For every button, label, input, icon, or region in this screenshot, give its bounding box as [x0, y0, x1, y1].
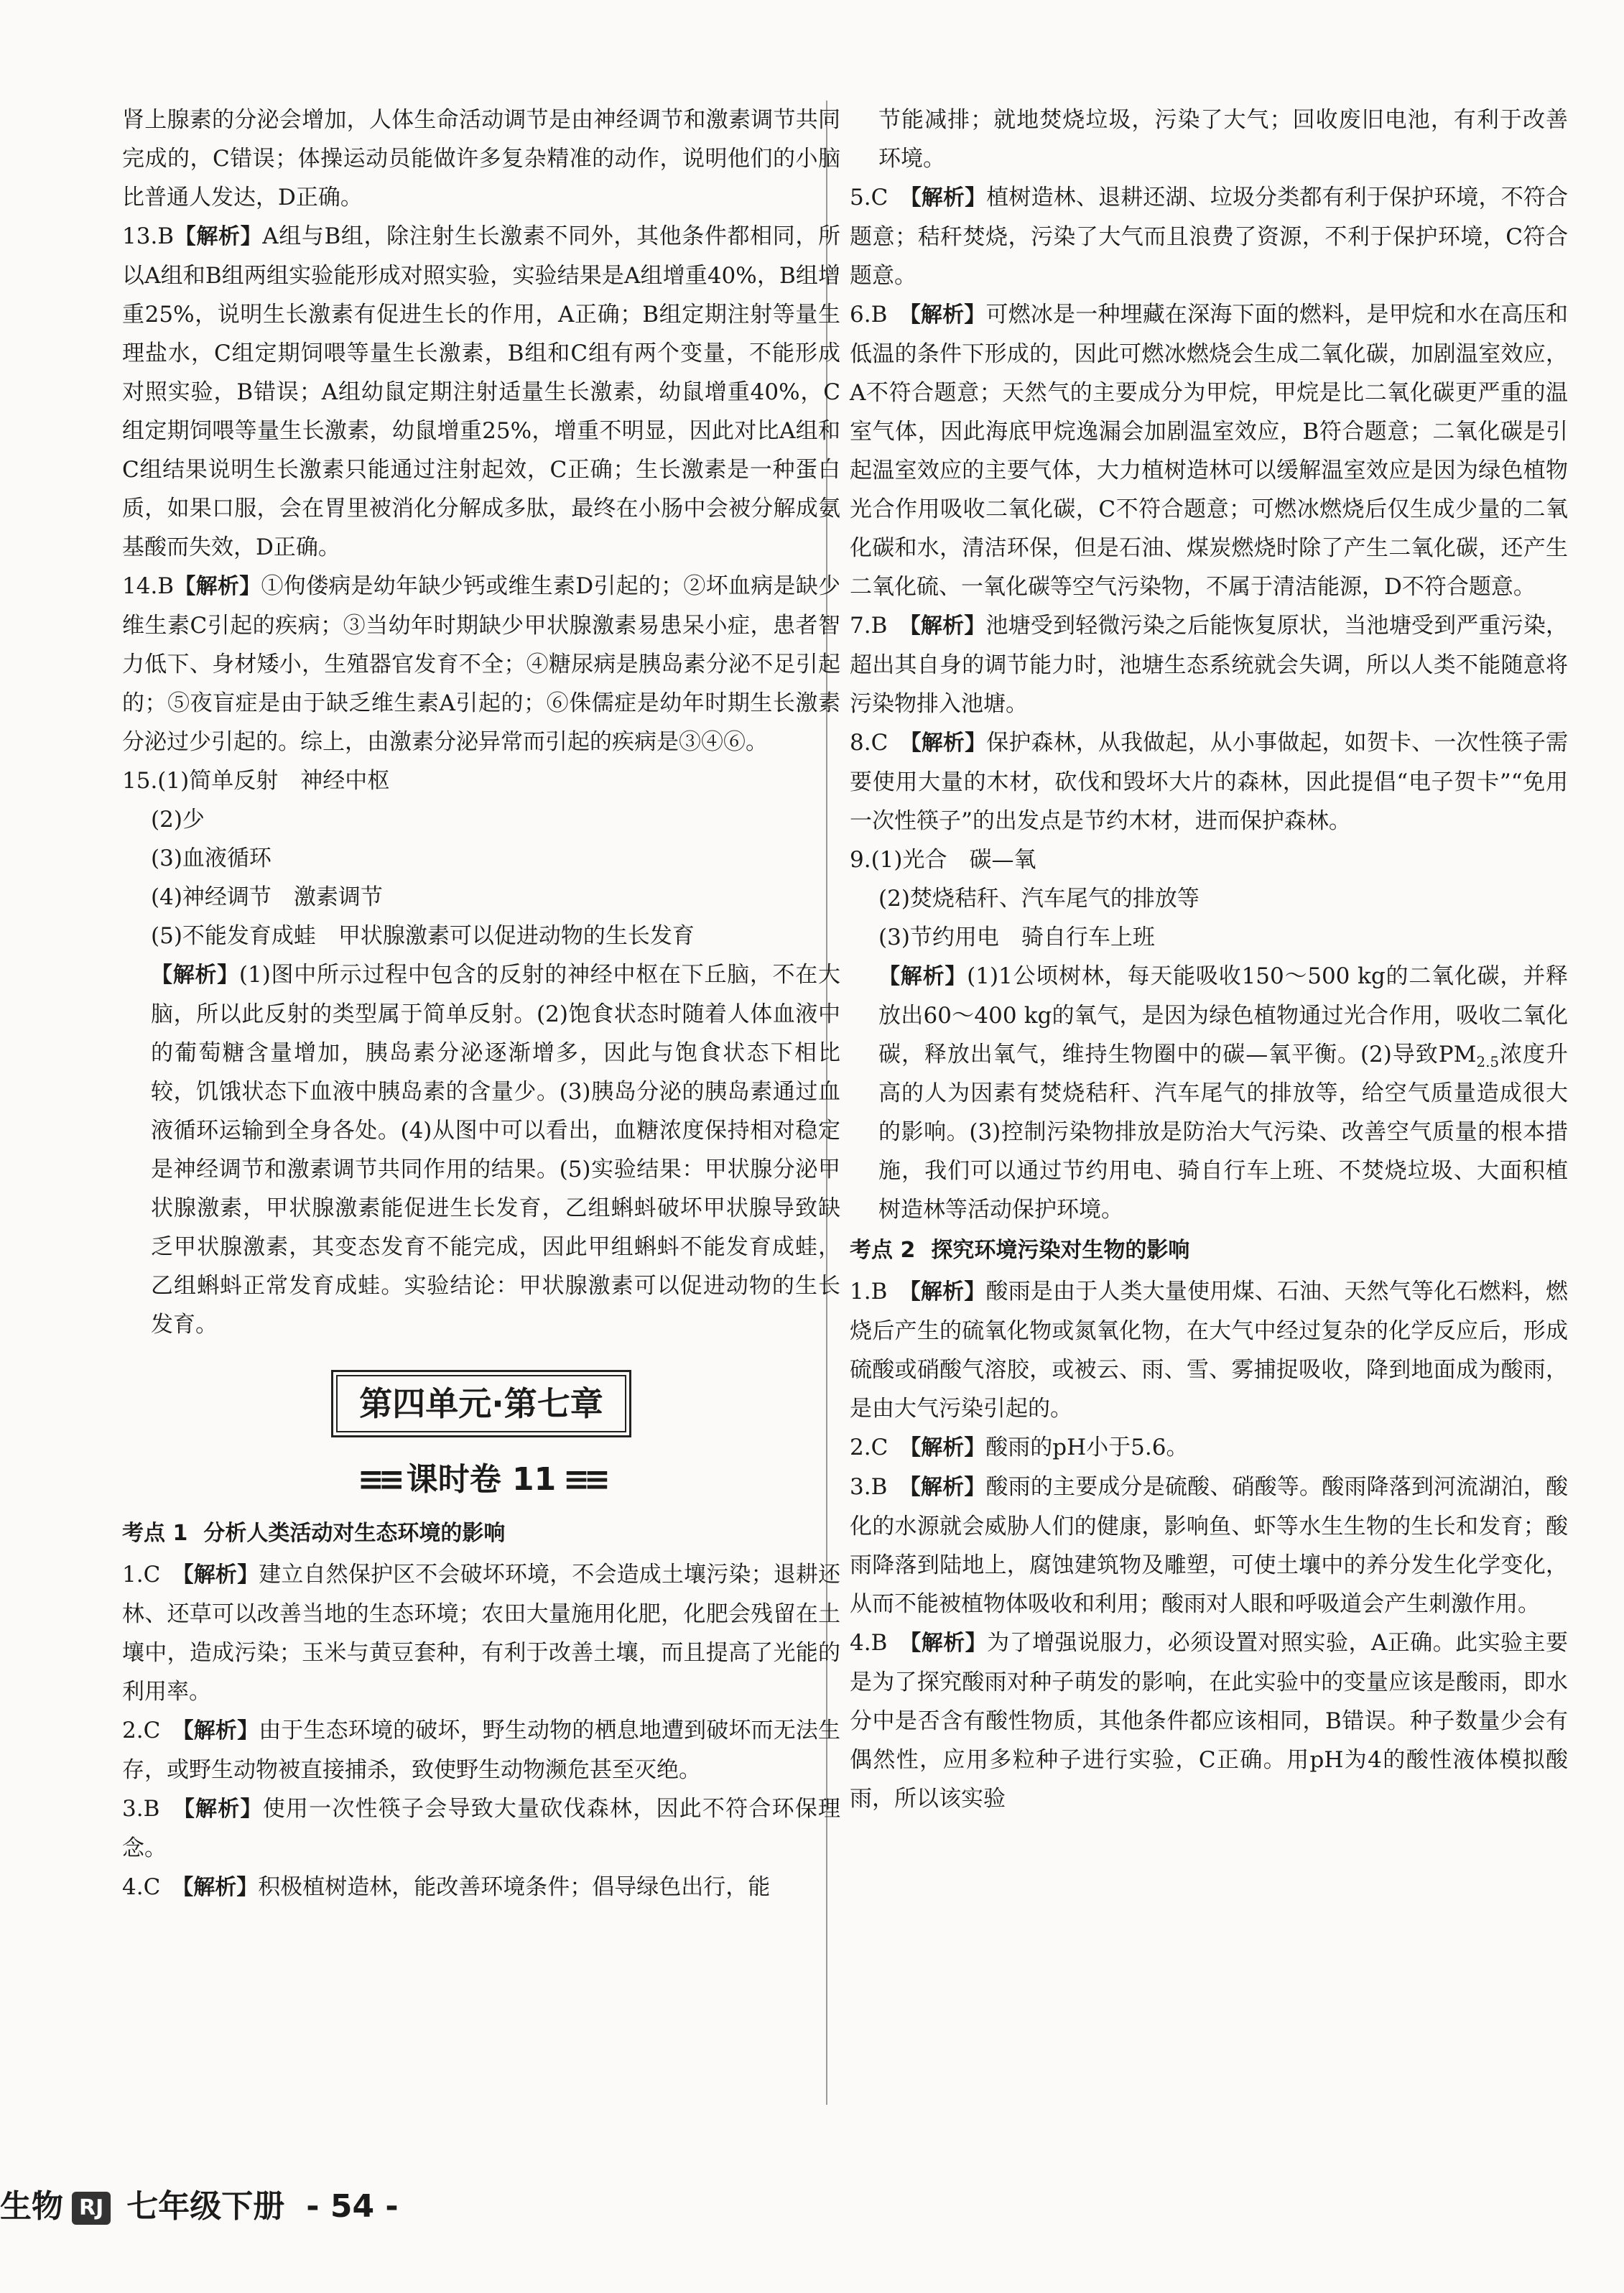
- analysis-text: 使用一次性筷子会导致大量砍伐森林，因此不符合环保理念。: [122, 1796, 841, 1861]
- answer-15-part-3: (3)血液循环: [151, 846, 272, 871]
- kp1-answer-2: [122, 1711, 840, 1789]
- answer-number: 4.B: [850, 1630, 888, 1656]
- unit-title-box: [331, 1370, 631, 1437]
- answer-number: 3.B: [850, 1474, 888, 1500]
- key-point-1: [122, 1512, 840, 1555]
- analysis-text-cont: 浓度升高的人为因素有焚烧秸秆、汽车尾气的排放等，给空气质量造成很大的影响。(3)控制污染物排放是防治大气污染、改善空气质量的根本措施，我们可以通过节约用电、骑自行车上班、不焚烧垃圾、大面积植树造林等活动保护环境。: [878, 1042, 1569, 1223]
- analysis-text: 植树造林、退耕还湖、垃圾分类都有利于保护环境，不符合题意；秸秆焚烧，污染了大气而且浪费了资源，不利于保护环境，C符合题意。: [850, 185, 1569, 289]
- kp2-answer-2: [850, 1428, 1568, 1468]
- answer-number: 2.C: [122, 1718, 161, 1743]
- answer-number: 2.C: [850, 1435, 888, 1460]
- answer-13: [122, 217, 840, 567]
- kp2-answer-3: [850, 1468, 1568, 1623]
- kp1-answer-4: [122, 1868, 840, 1907]
- analysis-tag: 【解析】: [909, 302, 986, 328]
- answer-number: 3.B: [122, 1796, 160, 1822]
- analysis-tag: 【解析】: [182, 1875, 259, 1900]
- analysis-tag: 【解析】: [151, 963, 239, 988]
- answer-15-part-5: (5)不能发育成蛙 甲状腺激素可以促进动物的生长发育: [151, 923, 695, 949]
- answer-9-part-1: 9.(1)光合 碳—氧: [850, 847, 1036, 873]
- answer-9-analysis: [850, 957, 1568, 1229]
- analysis-text: 积极植树造林，能改善环境条件；倡导绿色出行，能: [258, 1874, 771, 1900]
- kp2-answer-4: [850, 1623, 1568, 1818]
- answer-8: [850, 723, 1568, 840]
- footer-subject: 生物: [0, 2188, 63, 2225]
- key-point-label: 考点 1: [122, 1521, 188, 1546]
- kp2-answer-1: [850, 1272, 1568, 1428]
- lesson-heading: [122, 1447, 840, 1512]
- analysis-text: (1)1公顷树林，每天能吸收150～500 kg的二氧化碳，并释放出60～400 kg的氧气，是因为绿色植物通过光合作用，吸收二氧化碳，释放出氧气，维持生物圈中的碳—氧平衡。(2)导致PM: [878, 963, 1568, 1067]
- lesson-bars-right: ≡≡: [563, 1461, 605, 1498]
- analysis-text: 可燃冰是一种埋藏在深海下面的燃料，是甲烷和水在高压和低温的条件下形成的，因此可燃冰燃烧会生成二氧化碳，加剧温室效应，A不符合题意；天然气的主要成分为甲烷，甲烷是比二氧化碳更严重的温室气体，因此海底甲烷逸漏会加剧温室效应，B符合题意；二氧化碳是引起温室效应的主要气体，大力植树造林可以缓解温室效应是因为绿色植物光合作用吸收二氧化碳，C不符合题意；可燃冰燃烧后仅生成少量的二氧化碳和水，清洁环保，但是石油、煤炭燃烧时除了产生二氧化碳，还产生二氧化硫、一氧化碳等空气污染物，不属于清洁能源，D不符合题意。: [850, 302, 1569, 600]
- paragraph-continued: 节能减排；就地焚烧垃圾，污染了大气；回收废旧电池，有利于改善环境。: [878, 107, 1568, 172]
- answer-7: [850, 606, 1568, 723]
- left-column: [122, 101, 840, 1907]
- analysis-tag: 【解析】: [910, 1435, 986, 1460]
- answer-15-analysis: [122, 955, 840, 1344]
- right-column: [850, 101, 1568, 1818]
- answer-15-part-4: (4)神经调节 激素调节: [151, 884, 383, 910]
- analysis-text: 建立自然保护区不会破坏环境，不会造成土壤污染；退耕还林、还草可以改善当地的生态环境；农田大量施用化肥，化肥会残留在土壤中，造成污染；玉米与黄豆套种，有利于改善土壤，而且提高了光能的利用率。: [122, 1562, 841, 1705]
- key-point-title: 探究环境污染对生物的影响: [931, 1238, 1190, 1263]
- analysis-text: 为了增强说服力，必须设置对照实验，A正确。此实验主要是为了探究酸雨对种子萌发的影响，在此实验中的变量应该是酸雨，即水分中是否含有酸性物质，其他条件都应该相同，B错误。种子数量少会有偶然性，应用多粒种子进行实验，C正确。用pH为4的酸性液体模拟酸雨，所以该实验: [850, 1630, 1569, 1812]
- answer-9-part-3: (3)节约用电 骑自行车上班: [878, 925, 1155, 950]
- analysis-text: 由于生态环境的破坏，野生动物的栖息地遭到破坏而无法生存，或野生动物被直接捕杀，致使野生动物濒危甚至灭绝。: [122, 1718, 841, 1783]
- footer-grade: 七年级下册: [126, 2188, 285, 2225]
- analysis-tag: 【解析】: [910, 185, 987, 210]
- unit-title: 第四单元·第七章: [336, 1375, 626, 1432]
- analysis-text: 酸雨是由于人类大量使用煤、石油、天然气等化石燃料，燃烧后产生的硫氧化物或氮氧化物，在大气中经过复杂的化学反应后，形成硫酸或硝酸气溶胶，或被云、雨、雪、雾捕捉吸收，降到地面成为酸雨，是由大气污染引起的。: [850, 1279, 1569, 1422]
- edition-badge: RJ: [72, 2192, 111, 2225]
- answer-number: 4.C: [122, 1874, 161, 1900]
- analysis-text: ①佝偻病是幼年缺少钙或维生素D引起的；②坏血病是缺少维生素C引起的疾病；③当幼年时期缺少甲状腺激素易患呆小症，患者智力低下、身材矮小，生殖器官发育不全；④糖尿病是胰岛素分泌不足引起的；⑤夜盲症是由于缺乏维生素A引起的；⑥侏儒症是幼年时期生长激素分泌过少引起的。综上，由激素分泌异常而引起的疾病是③④⑥。: [122, 573, 840, 755]
- analysis-tag: 【解析】: [909, 613, 986, 639]
- answer-number: 13.B: [122, 223, 175, 249]
- analysis-text: (1)图中所示过程中包含的反射的神经中枢在下丘脑，不在大脑，所以此反射的类型属于简单反射。(2)饱食状态时随着人体血液中的葡萄糖含量增加，胰岛素分泌逐渐增多，因此与饱食状态下相比较，饥饿状态下血液中胰岛素的含量少。(3)胰岛分泌的胰岛素通过血液循环运输到全身各处。(4)从图中可以看出，血糖浓度保持相对稳定是神经调节和激素调节共同作用的结果。(5)实验结果：甲状腺分泌甲状腺激素，甲状腺激素能促进生长发育，乙组蝌蚪破坏甲状腺导致缺乏甲状腺激素，其变态发育不能完成，因此甲组蝌蚪不能发育成蛙，乙组蝌蚪正常发育成蛙。实验结论：甲状腺激素可以促进动物的生长发育。: [151, 962, 841, 1338]
- analysis-tag: 【解析】: [182, 1718, 259, 1743]
- analysis-tag: 【解析】: [909, 1279, 986, 1305]
- answer-number: 1.C: [122, 1562, 161, 1588]
- analysis-tag: 【解析】: [910, 731, 987, 756]
- analysis-text: 池塘受到轻微污染之后能恢复原状，当池塘受到严重污染，超出其自身的调节能力时，池塘生态系统就会失调，所以人类不能随意将污染物排入池塘。: [850, 613, 1569, 717]
- analysis-tag: 【解析】: [174, 224, 263, 249]
- lesson-bars-left: ≡≡: [357, 1461, 399, 1498]
- analysis-tag: 【解析】: [910, 1631, 988, 1656]
- analysis-tag: 【解析】: [878, 964, 968, 989]
- answer-5: [850, 178, 1568, 295]
- answer-number: 5.C: [850, 185, 888, 210]
- analysis-tag: 【解析】: [182, 1562, 259, 1588]
- unit-heading: [122, 1370, 840, 1437]
- answer-14: [122, 567, 840, 761]
- kp1-answer-3: [122, 1789, 840, 1868]
- pm-subscript: 2.5: [1476, 1053, 1500, 1071]
- analysis-tag: 【解析】: [909, 1475, 986, 1500]
- answer-number: 7.B: [850, 613, 888, 639]
- key-point-2: [850, 1229, 1568, 1272]
- key-point-label: 考点 2: [850, 1238, 916, 1263]
- paragraph-continued: 肾上腺素的分泌会增加，人体生命活动调节是由神经调节和激素调节共同完成的，C错误；体操运动员能做许多复杂精准的动作，说明他们的小脑比普通人发达，D正确。: [122, 107, 840, 210]
- answer-number: 6.B: [850, 302, 888, 328]
- analysis-tag: 【解析】: [183, 1797, 263, 1822]
- answer-number: 8.C: [850, 730, 888, 756]
- analysis-text: A组与B组，除注射生长激素不同外，其他条件都相同，所以A组和B组两组实验能形成对照实验，实验结果是A组增重40%，B组增重25%，说明生长激素有促进生长的作用，A正确；B组定期注射等量生理盐水，C组定期饲喂等量生长激素，B组和C组有两个变量，不能形成对照实验，B错误；A组幼鼠定期注射适量生长激素，幼鼠增重40%，C组定期饲喂等量生长激素，幼鼠增重25%，增重不明显，因此对比A组和C组结果说明生长激素只能通过注射起效，C正确；生长激素是一种蛋白质，如果口服，会在胃里被消化分解成多肽，最终在小肠中会被分解成氨基酸而失效，D正确。: [122, 223, 840, 560]
- page-footer: [0, 2185, 399, 2228]
- kp1-answer-1: [122, 1555, 840, 1711]
- answer-15-part-1: 15.(1)简单反射 神经中枢: [122, 768, 390, 794]
- answer-6: [850, 295, 1568, 606]
- analysis-text: 保护森林，从我做起，从小事做起，如贺卡、一次性筷子需要使用大量的木材，砍伐和毁坏大片的森林，因此提倡“电子贺卡”“免用一次性筷子”的出发点是节约木材，进而保护森林。: [850, 730, 1569, 834]
- answer-number: 1.B: [850, 1279, 888, 1305]
- page-number: - 54 -: [306, 2188, 399, 2225]
- answer-9-part-2: (2)焚烧秸秆、汽车尾气的排放等: [878, 886, 1200, 912]
- answer-number: 14.B: [122, 573, 175, 599]
- analysis-text: 酸雨的pH小于5.6。: [985, 1435, 1189, 1460]
- analysis-tag: 【解析】: [174, 574, 261, 599]
- lesson-title: 课时卷 11: [406, 1461, 557, 1498]
- answer-15-part-2: (2)少: [151, 807, 205, 833]
- key-point-title: 分析人类活动对生态环境的影响: [203, 1521, 506, 1546]
- analysis-text: 酸雨的主要成分是硫酸、硝酸等。酸雨降落到河流湖泊，酸化的水源就会威胁人们的健康，影响鱼、虾等水生生物的生长和发育；酸雨降落到陆地上，腐蚀建筑物及雕塑，可使土壤中的养分发生化学变化，从而不能被植物体吸收和利用；酸雨对人眼和呼吸道会产生刺激作用。: [850, 1474, 1569, 1617]
